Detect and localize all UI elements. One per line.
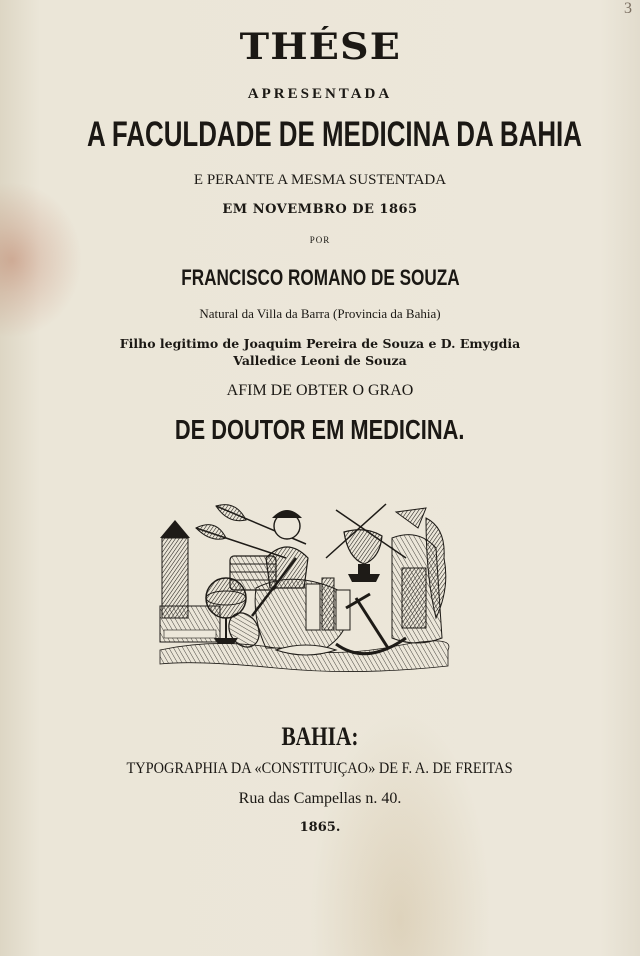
imprint-printer-text: TYPOGRAPHIA DA «CONSTITUIÇAO» DE F. A. DE FREITAS [126, 760, 514, 777]
thesis-title [0, 26, 640, 68]
perante-line: E PERANTE A MESMA SUSTENTADA [193, 172, 447, 188]
subtitle: APRESENTADA [247, 86, 393, 102]
institution-text: A FACULDADE DE MEDICINA DA BAHIA [86, 115, 582, 154]
imprint-printer [0, 760, 640, 778]
parents-line-1: Filho legitimo de Joaquim Pereira de Souza e D. Emygdia [119, 336, 521, 351]
por-line: POR [309, 235, 331, 245]
imprint-city [0, 722, 640, 752]
author-name-text: FRANCISCO ROMANO DE SOUZA [180, 265, 460, 290]
purpose-line: AFIM DE OBTER O GRAO [226, 382, 414, 399]
imprint-year: 1865. [299, 820, 341, 835]
origin-line: Natural da Villa da Barra (Provincia da Bahia) [199, 306, 441, 321]
degree-heading [0, 414, 640, 446]
date-line: EM NOVEMBRO DE 1865 [222, 202, 418, 217]
allegorical-engraving [156, 498, 450, 674]
thesis-title-text: THÉSE [239, 26, 401, 68]
parents-line-2: Valledice Leoni de Souza [233, 353, 407, 368]
degree-text: DE DOUTOR EM MEDICINA. [175, 414, 465, 445]
institution-heading [0, 115, 640, 155]
imprint-address: Rua das Campellas n. 40. [238, 790, 402, 807]
imprint-city-text: BAHIA: [281, 722, 359, 751]
page-number: 3 [624, 0, 632, 17]
author-name [0, 265, 640, 291]
